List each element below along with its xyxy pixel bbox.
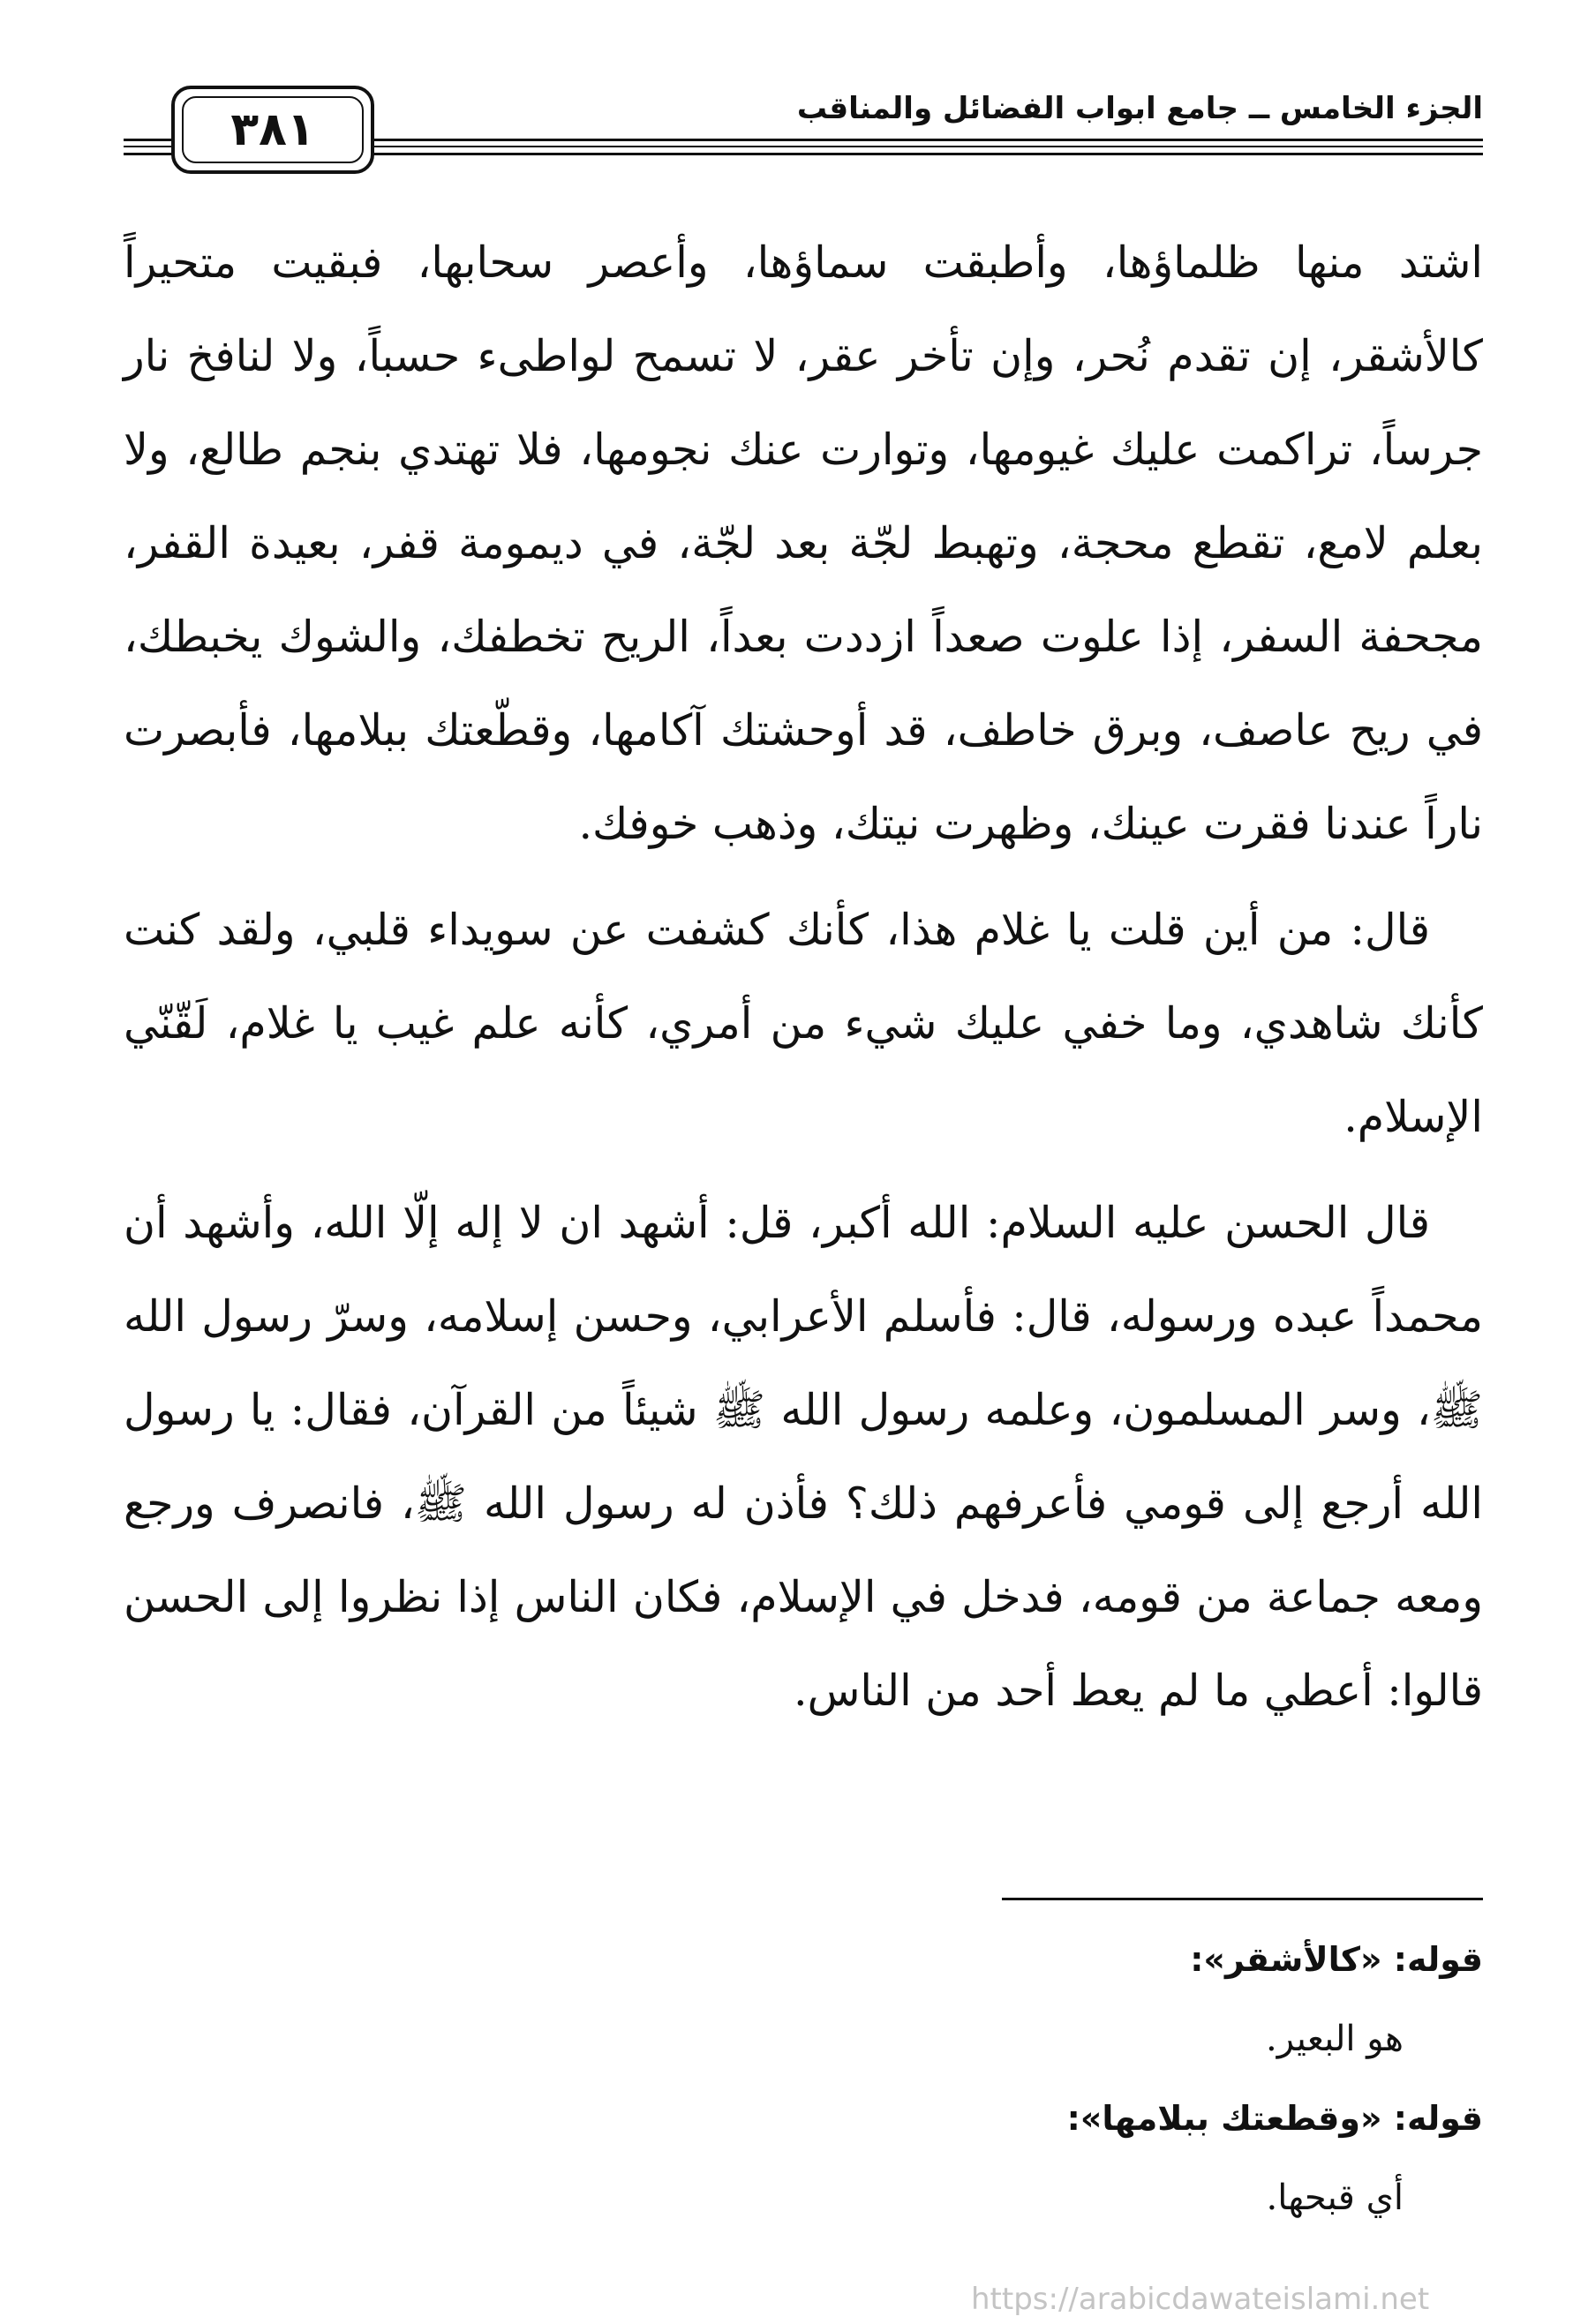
footnote-term-2: قوله: «وقطعتك ببلامها»: — [1066, 2099, 1483, 2138]
page-number-frame — [171, 86, 374, 174]
paragraph-2: قال: من أين قلت يا غلام هذا، كأنك كشفت عن سويداء قلبي، ولقد كنت كأنك شاهدي، وما خفي عليك شيء من أمري، كأنه علم غيب يا غلام، لَقّنّي الإسلام. — [124, 905, 1483, 1142]
footnote-definition-1: هو البعير. — [1266, 2019, 1404, 2059]
page-number: ٣٨١ — [230, 103, 315, 156]
main-text — [124, 216, 1483, 1738]
footnotes — [124, 1920, 1483, 2238]
footnote-definition-2: أي قبحها. — [1266, 2177, 1404, 2218]
page-header — [124, 84, 1483, 190]
paragraph-3: قال الحسن عليه السلام: الله أكبر، قل: أشهد ان لا إله إلّا الله، وأشهد أن محمداً عبده ورسوله، قال: فأسلم الأعرابي، وحسن إسلامه، وسرّ رسول الله ﷺ، وسر المسلمون، وعلمه رسول الله ﷺ شيئاً من القرآن، فقال: يا رسول الله أرجع إلى قومي فأعرفهم ذلك؟ فأذن له رسول الله ﷺ، فانصرف ورجع ومعه جماعة من قومه، فدخل في الإسلام، فكان الناس إذا نظروا إلى الحسن قالوا: أعطي ما لم يعط أحد من الناس. — [124, 1198, 1483, 1716]
running-title: الجزء الخامس ــ جامع ابواب الفضائل والمناقب — [796, 91, 1483, 126]
watermark-url: https://arabicdawateislami.net — [971, 2282, 1430, 2317]
footnote-term-1: قوله: «كالأشقر»: — [1190, 1940, 1483, 1979]
footnote-separator — [1002, 1898, 1483, 1900]
paragraph-1: اشتد منها ظلماؤها، وأطبقت سماؤها، وأعصر سحابها، فبقيت متحيراً كالأشقر، إن تقدم نُحر، وإن تأخر عقر، لا تسمح لواطىء حسباً، ولا لنافخ نار جرساً، تراكمت عليك غيومها، وتوارت عنك نجومها، فلا تهتدي بنجم طالع، ولا بعلم لامع، تقطع محجة، وتهبط لجّة بعد لجّة، في ديمومة قفر، بعيدة القفر، مجحفة السفر، إذا علوت صعداً ازددت بعداً، الريح تخطفك، والشوك يخبطك، في ريح عاصف، وبرق خاطف، قد أوحشتك آكامها، وقطّعتك ببلامها، فأبصرت ناراً عندنا فقرت عينك، وظهرت نيتك، وذهب خوفك. — [124, 237, 1483, 849]
